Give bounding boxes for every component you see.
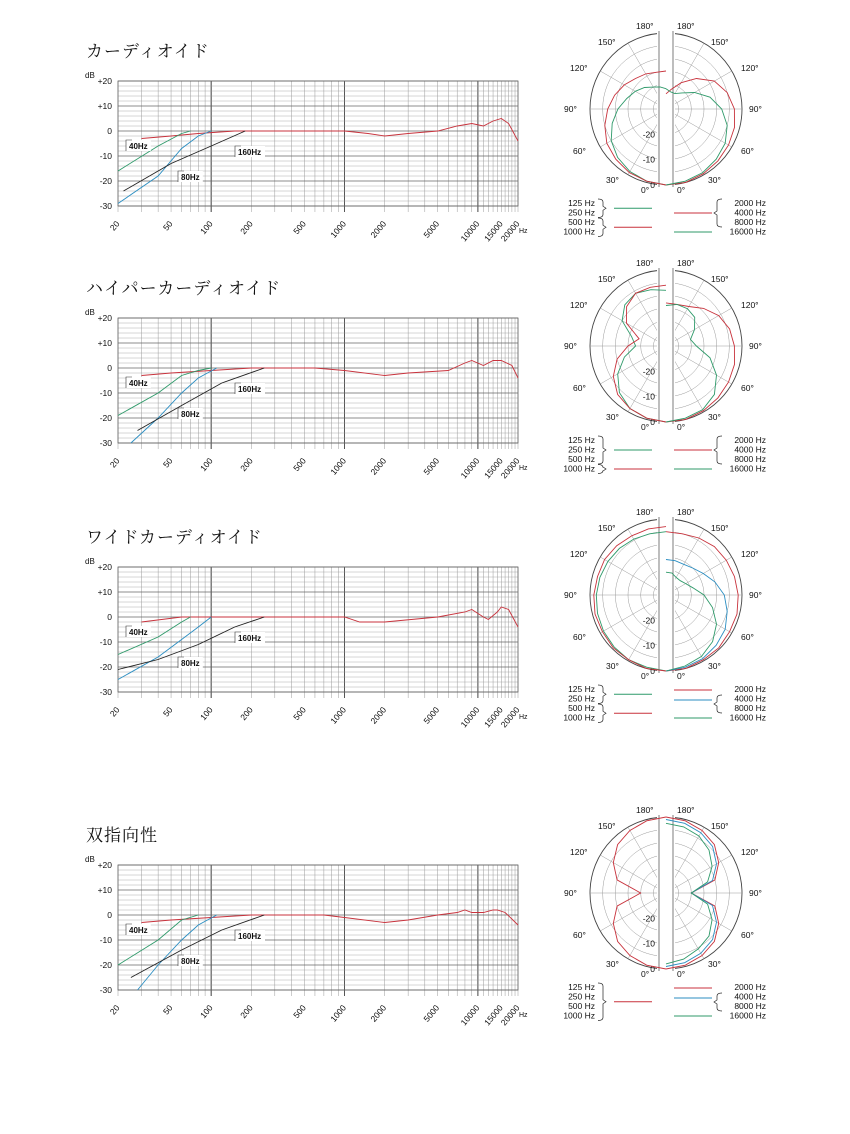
angle-label-180-right: 180° — [677, 21, 695, 31]
y-tick-label: -20 — [99, 960, 112, 970]
x-tick-label: 50 — [160, 704, 175, 719]
legend-left-label: 1000 Hz — [563, 1010, 595, 1021]
x-tick-label: 5000 — [421, 704, 442, 726]
angle-label-0-left: 0° — [641, 671, 650, 681]
y-tick-label: 0 — [107, 126, 112, 136]
legend-left-label: 125 Hz — [568, 435, 595, 445]
y-tick-label: +20 — [97, 562, 112, 572]
legend-right-label: 2000 Hz — [734, 198, 766, 208]
legend-brace — [714, 199, 722, 227]
radial-tick-label: 0 — [650, 417, 655, 427]
y-tick-label: 0 — [107, 612, 112, 622]
angle-label-120-right: 120° — [741, 847, 759, 857]
legend-right-label: 4000 Hz — [734, 207, 766, 218]
chart-frame — [118, 567, 518, 692]
x-tick-label: 20000 — [498, 455, 522, 481]
legend-right-label: 8000 Hz — [734, 454, 766, 464]
y-tick-label: +20 — [97, 860, 112, 870]
y-axis-unit: dB — [85, 71, 95, 80]
section-title: ワイドカーディオイド — [86, 528, 263, 548]
legend-right-label: 2000 Hz — [734, 435, 766, 445]
angle-label-180-right: 180° — [677, 258, 695, 268]
angle-label-60-left: 60° — [573, 146, 586, 156]
x-tick-label: 50 — [160, 455, 175, 470]
x-tick-label: 500 — [291, 455, 308, 474]
angle-label-180-right: 180° — [677, 507, 695, 517]
y-tick-label: -10 — [99, 935, 112, 945]
x-tick-label: 200 — [238, 218, 255, 237]
figure-eight-section — [0, 784, 850, 1034]
angle-label-0-right: 0° — [677, 185, 686, 195]
angle-label-30-left: 30° — [606, 959, 619, 969]
x-tick-label: 20 — [107, 704, 122, 719]
angle-label-180-left: 180° — [636, 21, 654, 31]
polar-center-gap — [657, 515, 675, 675]
angle-label-60-right: 60° — [741, 632, 754, 642]
angle-label-90-right: 90° — [749, 341, 762, 351]
legend-left-label: 1000 Hz — [563, 712, 595, 723]
annotation-label: 40Hz — [129, 379, 148, 388]
angle-label-180-right: 180° — [677, 805, 695, 815]
angle-label-60-right: 60° — [741, 383, 754, 393]
y-tick-label: -20 — [99, 176, 112, 186]
x-tick-label: 15000 — [482, 218, 505, 244]
x-axis-unit: Hz — [519, 228, 528, 235]
y-tick-label: -30 — [99, 985, 112, 995]
y-tick-label: +10 — [97, 338, 112, 348]
radial-tick-label: -20 — [642, 913, 655, 924]
radial-tick-label: -20 — [642, 615, 655, 626]
angle-label-90-right: 90° — [749, 888, 762, 898]
angle-label-0-left: 0° — [641, 185, 650, 195]
x-tick-label: 5000 — [421, 455, 442, 477]
angle-label-90-right: 90° — [749, 590, 762, 600]
y-tick-label: 0 — [107, 910, 112, 920]
angle-label-120-right: 120° — [741, 549, 759, 559]
radial-tick-label: -10 — [642, 640, 655, 651]
freq-grid — [118, 567, 518, 698]
hypercardioid-section — [0, 237, 850, 487]
legend-left-label: 125 Hz — [568, 198, 595, 208]
angle-label-60-left: 60° — [573, 632, 586, 642]
annotation-label: 160Hz — [238, 634, 262, 643]
series-red-line — [142, 119, 519, 142]
radial-tick-label: -10 — [642, 938, 655, 949]
x-axis-unit: Hz — [519, 465, 528, 472]
x-tick-label: 100 — [197, 1002, 215, 1021]
legend-right-label: 8000 Hz — [734, 703, 766, 713]
legend-right-label: 8000 Hz — [734, 217, 766, 227]
radial-tick-label: 0 — [650, 666, 655, 676]
freq-grid — [118, 318, 518, 449]
legend-left-label: 500 Hz — [568, 217, 595, 227]
x-tick-label: 2000 — [368, 1002, 389, 1024]
x-tick-label: 100 — [197, 455, 215, 474]
legend-left-label: 500 Hz — [568, 454, 595, 464]
legend-right-label: 4000 Hz — [734, 693, 766, 704]
annotation-label: 80Hz — [181, 410, 200, 419]
x-tick-label: 10000 — [458, 218, 482, 244]
angle-label-150-left: 150° — [598, 821, 616, 831]
legend-brace — [598, 704, 606, 723]
angle-label-150-left: 150° — [598, 274, 616, 284]
x-tick-label: 500 — [291, 1002, 308, 1021]
angle-label-150-right: 150° — [711, 37, 729, 47]
x-tick-label: 15000 — [482, 1002, 505, 1028]
y-tick-label: +10 — [97, 101, 112, 111]
legend-left-label: 500 Hz — [568, 703, 595, 713]
polar-center-gap — [657, 813, 675, 973]
freq-grid — [118, 81, 518, 212]
x-tick-label: 5000 — [421, 218, 442, 240]
angle-label-120-right: 120° — [741, 63, 759, 73]
angle-label-60-left: 60° — [573, 930, 586, 940]
angle-label-120-left: 120° — [570, 300, 588, 310]
x-tick-label: 20 — [107, 455, 122, 470]
x-tick-label: 10000 — [458, 704, 482, 730]
x-tick-label: 2000 — [368, 218, 389, 240]
angle-label-150-right: 150° — [711, 274, 729, 284]
chart-frame — [118, 865, 518, 990]
legend-left-label: 1000 Hz — [563, 226, 595, 237]
x-tick-label: 15000 — [482, 455, 505, 481]
x-tick-label: 20000 — [498, 218, 522, 244]
angle-label-60-right: 60° — [741, 930, 754, 940]
angle-label-90-left: 90° — [564, 104, 577, 114]
angle-label-60-right: 60° — [741, 146, 754, 156]
polar-left-red-curve — [605, 71, 666, 185]
annotation-label: 40Hz — [129, 142, 148, 151]
legend-brace — [598, 465, 606, 474]
angle-label-180-left: 180° — [636, 805, 654, 815]
x-axis-unit: Hz — [519, 1012, 528, 1019]
frequency-response-chart — [0, 237, 850, 487]
x-tick-label: 500 — [291, 218, 308, 237]
angle-label-0-right: 0° — [677, 969, 686, 979]
legend-brace — [714, 436, 722, 464]
angle-label-30-right: 30° — [708, 175, 721, 185]
angle-label-90-left: 90° — [564, 590, 577, 600]
frequency-response-chart — [0, 486, 850, 736]
angle-label-30-left: 30° — [606, 661, 619, 671]
y-tick-label: +10 — [97, 885, 112, 895]
annotation-label: 160Hz — [238, 148, 262, 157]
legend-right-label: 8000 Hz — [734, 1001, 766, 1011]
radial-tick-label: 0 — [650, 964, 655, 974]
legend-right-label: 16000 Hz — [729, 1010, 766, 1021]
x-tick-label: 50 — [160, 218, 175, 233]
y-tick-label: -10 — [99, 151, 112, 161]
y-tick-label: -20 — [99, 662, 112, 672]
polar-right-green-curve — [666, 89, 727, 185]
angle-label-60-left: 60° — [573, 383, 586, 393]
y-tick-label: -30 — [99, 438, 112, 448]
annotation-label: 160Hz — [238, 932, 262, 941]
legend-left-label: 125 Hz — [568, 684, 595, 694]
x-tick-label: 20000 — [498, 1002, 522, 1028]
y-axis-unit: dB — [85, 557, 95, 566]
x-tick-label: 15000 — [482, 704, 505, 730]
chart-frame — [118, 318, 518, 443]
angle-label-0-right: 0° — [677, 671, 686, 681]
angle-label-120-left: 120° — [570, 549, 588, 559]
legend-brace — [714, 695, 722, 713]
legend-right-label: 16000 Hz — [729, 463, 766, 474]
angle-label-180-left: 180° — [636, 258, 654, 268]
x-tick-label: 50 — [160, 1002, 175, 1017]
section-title: 双指向性 — [86, 826, 158, 846]
x-tick-label: 2000 — [368, 704, 389, 726]
angle-label-180-left: 180° — [636, 507, 654, 517]
x-tick-label: 10000 — [458, 1002, 482, 1028]
annotation-label: 80Hz — [181, 957, 200, 966]
section-title: ハイパーカーディオイド — [86, 279, 282, 299]
angle-label-90-left: 90° — [564, 888, 577, 898]
angle-label-30-left: 30° — [606, 412, 619, 422]
y-axis-unit: dB — [85, 855, 95, 864]
legend-left-label: 250 Hz — [568, 991, 595, 1002]
annotation-label: 40Hz — [129, 628, 148, 637]
x-tick-label: 10000 — [458, 455, 482, 481]
legend-left-label: 500 Hz — [568, 1001, 595, 1011]
legend-right-label: 4000 Hz — [734, 444, 766, 455]
freq-grid — [118, 865, 518, 996]
legend-brace — [598, 199, 606, 218]
annotation-label: 80Hz — [181, 659, 200, 668]
legend-brace — [598, 685, 606, 704]
angle-label-0-left: 0° — [641, 969, 650, 979]
frequency-response-chart — [0, 784, 850, 1034]
angle-label-150-right: 150° — [711, 821, 729, 831]
series-black-line — [138, 368, 265, 431]
y-axis-unit: dB — [85, 308, 95, 317]
angle-label-30-right: 30° — [708, 661, 721, 671]
cardioid-section — [0, 0, 850, 250]
x-tick-label: 20000 — [498, 704, 522, 730]
legend-right-label: 2000 Hz — [734, 684, 766, 694]
legend-left-label: 1000 Hz — [563, 463, 595, 474]
x-tick-label: 1000 — [328, 704, 349, 726]
y-tick-label: +20 — [97, 76, 112, 86]
y-tick-label: -30 — [99, 201, 112, 211]
annotation-label: 80Hz — [181, 173, 200, 182]
y-tick-label: 0 — [107, 363, 112, 373]
angle-label-120-left: 120° — [570, 63, 588, 73]
legend-left-label: 250 Hz — [568, 444, 595, 455]
radial-tick-label: -20 — [642, 129, 655, 140]
legend-brace — [598, 218, 606, 237]
angle-label-90-right: 90° — [749, 104, 762, 114]
radial-tick-label: 0 — [650, 180, 655, 190]
legend-left-label: 250 Hz — [568, 693, 595, 704]
legend-brace — [598, 983, 606, 1021]
angle-label-30-right: 30° — [708, 959, 721, 969]
y-tick-label: -20 — [99, 413, 112, 423]
legend-right-label: 2000 Hz — [734, 982, 766, 992]
polar-center-gap — [657, 29, 675, 189]
polar-left-red-curve — [594, 527, 666, 671]
angle-label-30-right: 30° — [708, 412, 721, 422]
radial-tick-label: -20 — [642, 366, 655, 377]
legend-left-label: 125 Hz — [568, 982, 595, 992]
x-tick-label: 20 — [107, 218, 122, 233]
x-tick-label: 100 — [197, 704, 215, 723]
angle-label-120-right: 120° — [741, 300, 759, 310]
x-tick-label: 200 — [238, 1002, 255, 1021]
annotation-label: 40Hz — [129, 926, 148, 935]
y-tick-label: -30 — [99, 687, 112, 697]
frequency-response-chart — [0, 0, 850, 250]
x-tick-label: 1000 — [328, 455, 349, 477]
angle-label-150-left: 150° — [598, 523, 616, 533]
y-tick-label: -10 — [99, 388, 112, 398]
angle-label-90-left: 90° — [564, 341, 577, 351]
annotation-label: 160Hz — [238, 385, 262, 394]
x-tick-label: 100 — [197, 218, 215, 237]
angle-label-150-left: 150° — [598, 37, 616, 47]
wide-cardioid-section — [0, 486, 850, 736]
polar-left-green-curve — [596, 532, 666, 671]
x-tick-label: 5000 — [421, 1002, 442, 1024]
angle-label-0-left: 0° — [641, 422, 650, 432]
x-axis-unit: Hz — [519, 714, 528, 721]
series-black-line — [131, 915, 264, 978]
legend-right-label: 16000 Hz — [729, 712, 766, 723]
chart-frame — [118, 81, 518, 206]
x-tick-label: 1000 — [328, 1002, 349, 1024]
legend-right-label: 4000 Hz — [734, 991, 766, 1002]
y-tick-label: +20 — [97, 313, 112, 323]
x-tick-label: 2000 — [368, 455, 389, 477]
x-tick-label: 1000 — [328, 218, 349, 240]
section-title: カーディオイド — [86, 42, 210, 62]
legend-brace — [714, 993, 722, 1011]
radial-tick-label: -10 — [642, 391, 655, 402]
series-red-line — [142, 910, 519, 925]
x-tick-label: 200 — [238, 704, 255, 723]
angle-label-150-right: 150° — [711, 523, 729, 533]
radial-tick-label: -10 — [642, 154, 655, 165]
x-tick-label: 20 — [107, 1002, 122, 1017]
legend-right-label: 16000 Hz — [729, 226, 766, 237]
y-tick-label: +10 — [97, 587, 112, 597]
x-tick-label: 500 — [291, 704, 308, 723]
y-tick-label: -10 — [99, 637, 112, 647]
legend-brace — [598, 436, 606, 464]
x-tick-label: 200 — [238, 455, 255, 474]
angle-label-120-left: 120° — [570, 847, 588, 857]
angle-label-0-right: 0° — [677, 422, 686, 432]
legend-left-label: 250 Hz — [568, 207, 595, 218]
angle-label-30-left: 30° — [606, 175, 619, 185]
